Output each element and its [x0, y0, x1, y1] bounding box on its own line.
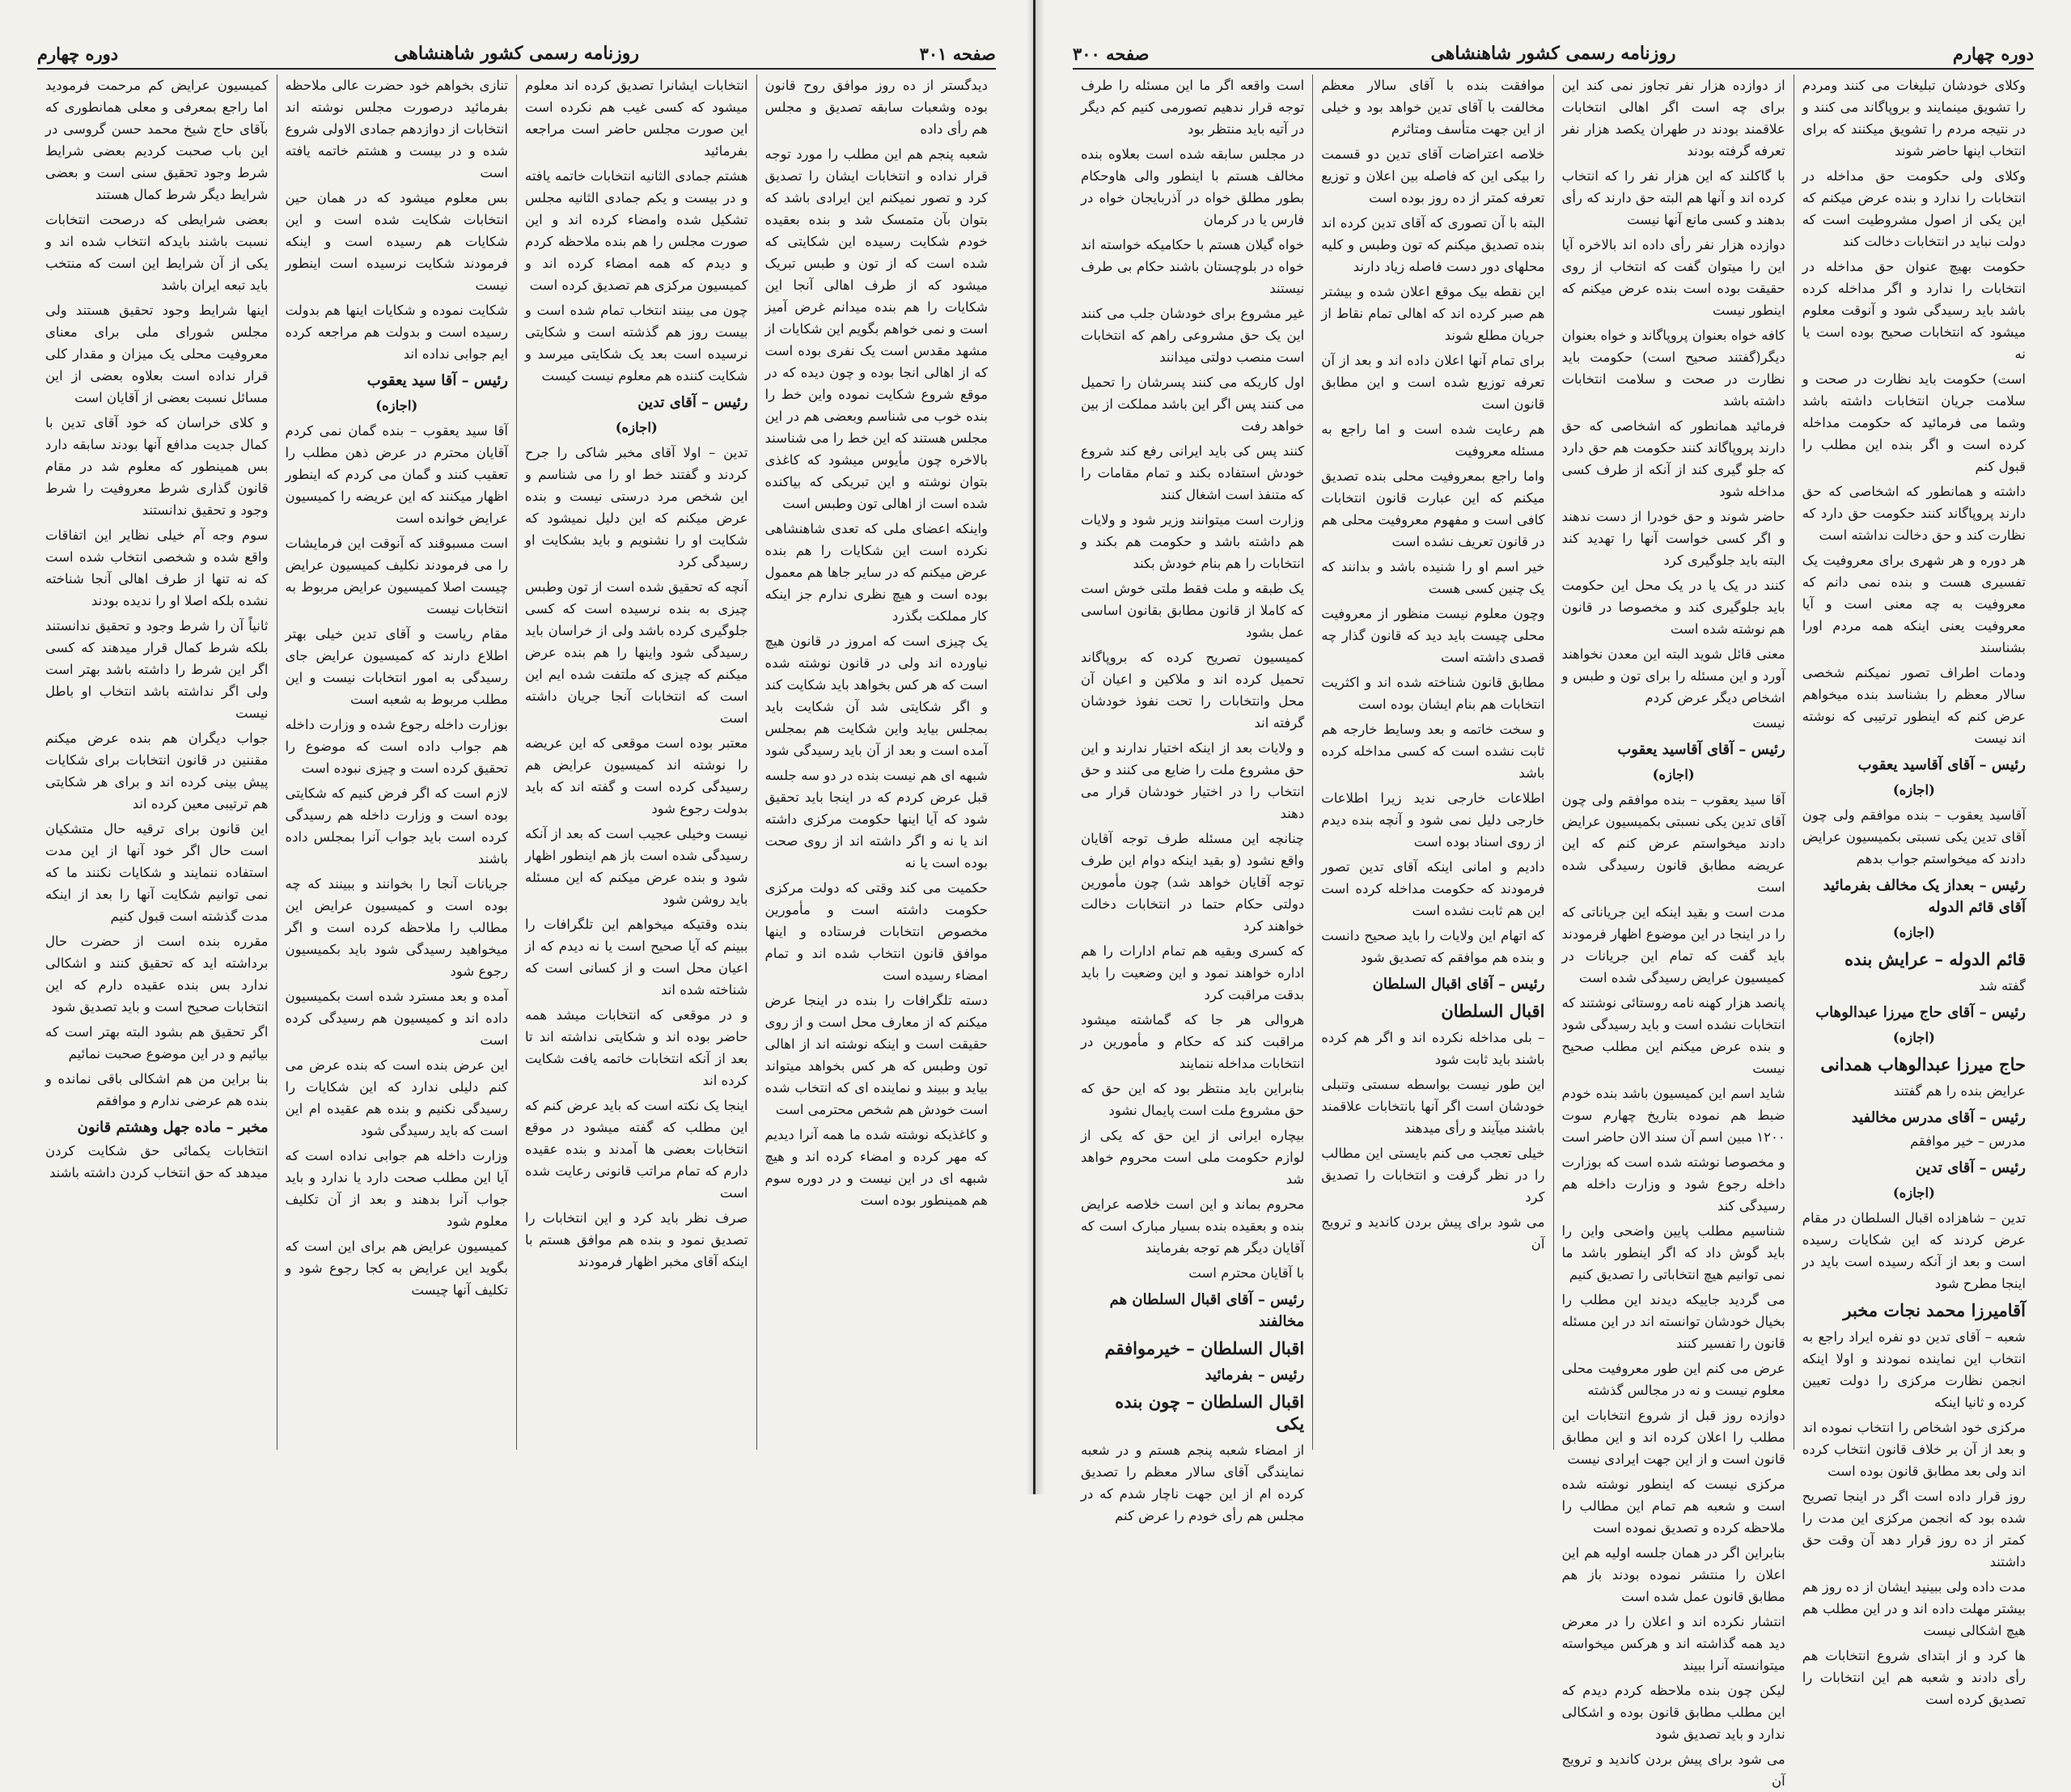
paragraph: هروالی هر جا که گماشته میشود مراقبت کند که حکام و مأمورین در انتخابات مداخله ننمایند — [1081, 1012, 1305, 1071]
text-column — [756, 74, 997, 1450]
paragraph: فرمائید همانطور که اشخاصی که حق دارند پروپاگاند کنند حکومت هم حق دارد که جلو گیری کند از آنکه از طرف کسی مداخله شود — [1561, 418, 1785, 499]
permission-note: (اجازه) — [1652, 767, 1695, 782]
paragraph: چنانچه این مسئله طرف توجه آقایان واقع نشود (و بقید اینکه دوام این طرف توجه آقایان خواهد شد) چون مأمورین دولتی حکام حتما در انتخابات دخالت خواهند کرد — [1081, 831, 1305, 934]
text-column — [516, 74, 756, 1450]
text-column — [1312, 74, 1552, 1450]
paragraph: حاضر شوند و حق خودرا از دست ندهند و اگر کسی خواست آنها را تهدید کند البته باید جلوگیری کرد — [1561, 509, 1785, 568]
paragraph: آقا سید یعقوب – بنده موافقم ولی چون آقای تدین یکی نسبتی بکمیسیون عرایض دادند میخواستم عرض کنم که این عریضه مطابق قانون رسیدگی شده است — [1561, 792, 1785, 895]
paragraph: سوم وجه آم خیلی نظایر این اتفاقات واقع شده و شخصی انتخاب شده است که نه تنها از طرف اهالی آنجا شناخته نشده بلکه اصلا او را ندیده بودند — [45, 527, 269, 608]
paragraph: بس معلوم میشود که در همان حین انتخابات شکایت شده است و این شکایات هم رسیده است و اینکه فرمودند شکایت نرسیده است اینطور نیست — [285, 190, 508, 293]
paragraph: تدین – شاهزاده اقبال السلطان در مقام عرض کردند که این شکایات رسیده است و بعد از آنکه رسیده است باید در اینجا مطرح شود — [1802, 1210, 2026, 1291]
paragraph: و مخصوصا نوشته شده است که بوزارت داخله رجوع شود و وزارت داخله هم رسیدگی کند — [1561, 1154, 1785, 1214]
permission-note: (اجازه) — [615, 420, 658, 435]
paragraph: در مجلس سابقه شده است بعلاوه بنده مخالف هستم با اینطور والی هاوحکام بطور مطلق خواه در آذربایجان خواه در فارس یا در کرمان — [1081, 146, 1305, 227]
paragraph: روز قرار داده است اگر در اینجا تصریح شده بود که انجمن مرکزی این مدت را کمتر از ده روز قرار دهد آن وقت حق داشتند — [1802, 1489, 2026, 1570]
paragraph: لازم است که اگر فرض کنیم که شکایتی بوده است و وزارت داخله هم رسیدگی کرده است باید جواب آنرا بمجلس داده باشند — [285, 786, 508, 866]
paragraph: خیر اسم او را شنیده باشد و بدانند که یک چنین کسی هست — [1321, 559, 1545, 596]
paragraph: اطلاعات خارجی ندید زیرا اطلاعات خارجی دلیل نمی شود و آنچه بنده دیدم از روی اسناد بوده است — [1321, 790, 1545, 849]
paragraph: بنا براین من هم اشکالی باقی نمانده و بنده هم عرضی ندارم و موافقم — [45, 1071, 269, 1108]
paragraph: مدت داده ولی ببینید ایشان از ده روز هم بیشتر مهلت داده اند و در این مطلب هم هیچ اشکالی نیست — [1802, 1579, 2026, 1638]
page-301 — [0, 0, 1036, 1494]
paragraph: نیست — [1752, 715, 1785, 731]
page-number: صفحه ۳۰۰ — [1073, 43, 1150, 64]
paragraph: انتخابات یکمائی حق شکایت کردن میدهد که حق انتخاب کردن داشته باشند — [45, 1143, 269, 1180]
paragraph: یک طبقه و ملت فقط ملتی خوش است که کاملا از قانون مطابق بقانون اساسی عمل بشود — [1081, 581, 1305, 640]
speaker-line: رئیس – بفرمائید — [1205, 1366, 1305, 1383]
paragraph: بنده وقتیکه میخواهم این تلگرافات را ببینم که آیا صحیح است یا نه دیدم که از اعیان محل است و از کسانی است که شناخته شده اند — [525, 917, 748, 998]
paragraph: و سخت خاتمه و بعد وسایط خارجه هم ثابت نشده است که کسی مداخله کرده باشد — [1321, 722, 1545, 781]
paragraph: با گاکلند که این هزار نفر را که انتخاب کرده اند و آنها هم البته حق دارند که رأی بدهند و کسی مانع آنها نیست — [1561, 168, 1785, 227]
paragraph: مرکزی خود اشخاص را انتخاب نموده اند و بعد از آن بر خلاف قانون انتخاب کرده اند ولی بعد مطابق قانون بوده است — [1802, 1420, 2026, 1479]
paragraph: مقرره بنده است از حضرت حال برداشته اید که تحقیق کنند و اشکالی ندارد بس بنده عقیده دارم که این انتخابات صحیح است و باید تصدیق شود — [45, 934, 269, 1015]
text-column — [1073, 74, 1312, 1523]
paragraph: است واقعه اگر ما این مسئله را طرف توجه قرار ندهیم تصورمی کنیم کم دیگر در آتیه باید منتظر بود — [1081, 78, 1305, 137]
paragraph: از دوازده هزار نفر تجاوز نمی کند این برای چه است اگر اهالی انتخابات علاقمند بودند در طهران یکصد هزار نفر تعرفه گرفته بودند — [1561, 78, 1785, 159]
speaker-line: رئیس – آقای آقاسید یعقوب — [1617, 741, 1785, 758]
speaker-heading: آقامیرزا محمد نجات مخبر — [1843, 1300, 2026, 1320]
paragraph: عرایض بنده را هم گفتند — [1893, 1083, 2026, 1099]
paragraph: لیکن چون بنده ملاحظه کردم دیدم که این مطلب مطابق قانون بوده و اشکالی ندارد و باید تصدیق شود — [1561, 1683, 1785, 1742]
paragraph: وزارت است میتوانند وزیر شود و ولایات هم داشته باشد و حکومت هم بکند و انتخابات را هم بنام خودش بکند — [1081, 512, 1305, 571]
speaker-line: مخبر – ماده جهل وهشتم قانون — [77, 1119, 269, 1136]
paragraph: چون می بینند انتخاب تمام شده است و بیست روز هم گذشته است و شکایتی نرسیده است بعد یک شکایتی میرسد و شکایت کننده هم معلوم نیست کیست — [525, 303, 748, 383]
paragraph: دسته تلگرافات را بنده در اینجا عرض میکنم که از معارف محل است و از روی حقیقت است و اینکه نوشته اند از اهالی تون وطبس که هر کس بخواهد میتواند بیاید و ببیند و نماینده ای که انتخاب شده است خودش هم شخص محترمی است — [764, 993, 988, 1117]
paragraph: صرف نظر باید کرد و این انتخابات را تصدیق نمود و بنده هم موافق هستم با اینکه آقای مخبر اظهار فرمودند — [525, 1210, 748, 1269]
paragraph: شناسیم مطلب پایین واضحی واین را باید گوش داد که اگر اینطور باشد ما نمی توانیم هیچ انتخاباتی را تصدیق کنیم — [1561, 1223, 1785, 1282]
speaker-line: رئیس – آقای تدین — [1915, 1159, 2026, 1176]
paragraph: دادیم و امانی اینکه آقای تدین تصور فرمودند که حکومت مداخله کرده است این هم ثابت نشده است — [1321, 859, 1545, 918]
paragraph: اینجا یک نکته است که باید عرض کنم که این مطلب که گفته میشود در موقع انتخابات بعضی ها آمدند و بنده عقیده دارم که تمام مراتب قانونی رعایت شده است — [525, 1098, 748, 1201]
newspaper-title: روزنامه رسمی کشور شاهنشاهی — [393, 43, 640, 64]
speaker-line: رئیس – آقای حاج میرزا عبدالوهاب — [1815, 1004, 2026, 1021]
paragraph: آنچه که تحقیق شده است از تون وطبس چیزی به بنده نرسیده است که کسی جلوگیری کرده باشد ولی از خراسان باید رسیدگی شود واینها را هم بنده عرض میکنم که چیزی که ملتفت شده ایم این است که انتخابات آنجا جریان داشته است — [525, 579, 748, 726]
paragraph: کمیسیون تصریح کرده که بروپاگاند تحمیل کرده اند و ملاکین و اعیان آن محل وانتخابات را تحت نفوذ خودشان گرفته اند — [1081, 650, 1305, 731]
page-number: صفحه ۳۰۱ — [919, 43, 996, 64]
paragraph: حکمیت می کند وقتی که دولت مرکزی حکومت داشته است و مأمورین مخصوص انتخابات فرستاده و اینها موافق قانون انتخاب شده اند و تمام امضاء رسیده است — [764, 880, 988, 983]
columns — [37, 74, 996, 1450]
paragraph: موافقت بنده با آقای سالار معظم مخالفت با آقای تدین خواهد بود و خیلی از این جهت متأسف ومتاثرم — [1321, 78, 1545, 137]
speaker-line: رئیس – آقای اقبال السلطان — [1372, 976, 1545, 993]
paragraph: با آقایان محترم است — [1188, 1265, 1305, 1281]
paragraph: واینکه اعضای ملی که تعدی شاهنشاهی نکرده است این شکایات را هم بنده عرض میکنم که در سایر جاها هم معمول بوده است و هیچ نظری ندارم جز اینکه کار مملکت بگذرد — [764, 521, 988, 624]
paragraph: جواب دیگران هم بنده عرض میکنم مقننین در قانون انتخابات برای شکایات پیش بینی کرده اند و برای هر شکایتی هم ترتیبی معین کرده اند — [45, 731, 269, 811]
paragraph: وزارت داخله هم جوابی نداده است که آیا این مطلب صحت دارد یا ندارد و باید جواب آنرا بدهند و بعد از آن تکلیف معلوم شود — [285, 1148, 508, 1229]
paragraph: مدت است و بقید اینکه این جریاناتی که را در اینجا در این موضوع اظهار فرمودند باید گفت که تمام این جریانات در کمیسیون عرایض رسیدگی شده است — [1561, 904, 1785, 985]
paragraph: دوازده روز قبل از شروع انتخابات این مطلب را اعلان کرده اند و این مطابق قانون است و از این جهت ایرادی نیست — [1561, 1408, 1785, 1467]
paragraph: شاید اسم این کمیسیون باشد بنده خودم ضبط هم نموده بتاریخ چهارم سوت ۱۲۰۰ مبین اسم آن سند الان حاضر است — [1561, 1086, 1785, 1145]
paragraph: مرکزی نیست که اینطور نوشته شده است و شعبه هم تمام این مطالب را ملاحظه کرده و تصدیق نموده است — [1561, 1476, 1785, 1536]
paragraph: بیچاره ایرانی از این حق که یکی از لوازم حکومت ملی است محروم خواهد شد — [1081, 1128, 1305, 1187]
paragraph: شکایت نموده و شکایات اینها هم بدولت رسیده است و بدولت هم مراجعه کرده ایم جوابی نداده اند — [285, 303, 508, 362]
speaker-heading: اقبال السلطان – چون بنده یکی — [1115, 1392, 1305, 1434]
paragraph: واما راجع بمعروفیت محلی بنده تصدیق میکنم که این عبارت قانون انتخابات کافی است و مفهوم معروفیت محلی هم در قانون تعریف نشده است — [1321, 468, 1545, 549]
paragraph: گفته شد — [1979, 978, 2026, 993]
paragraph: هشتم جمادی الثانیه انتخابات خاتمه یافته و در بیست و یکم جمادی الثانیه مجلس تشکیل شده وامضاء کرده اند و این صورت مجلس را هم بنده ملاحظه کردم و دیدم که همه امضاء کرده اند و کمیسیون مرکزی هم تصدیق کرده است — [525, 168, 748, 293]
paragraph: شعبه پنجم هم این مطلب را مورد توجه قرار نداده و انتخابات ایشان را تصدیق کرد و تصور نمیکنم این ایرادی باشد که بتوان بآن متمسک شد و بنده بعقیده خودم شکایت رسیده این شکایتی که شده است که از تون و طبس تبریک میشود که از طرف اهالی آنجا این شکایات را هم بنده میدانم غرض آمیز است و نمی خواهم بگویم این شکایات از مشهد مقدس است یک نفری بوده است که از اهالی انجا بوده و چون دیده که در موقع شروع شکایت نموده واین خط را بنده خوب می شناسم وبعضی هم در این مجلس هستند که این خط را می شناسند بالاخره چون مأیوس میشود که کاغذی بتوان نوشته و این تبریکی که بیاکنده شده است از اهالی تون وطبس است — [764, 146, 988, 511]
paragraph: است مسبوقند که آنوقت این فرمایشات را می فرمودند نکلیف کمیسیون عرایض چیست اصلا کمیسیون عرایض مربوط به انتخابات نیست — [285, 536, 508, 616]
paragraph: است) حکومت باید نظارت در صحت و سلامت جریان انتخابات داشته باشد وشما می فرمائید که حکومت مداخله کرده است و اگر بنده این مطلب را قبول کنم — [1802, 371, 2026, 474]
paragraph: آمده و بعد مسترد شده است بکمیسیون داده اند و کمیسیون هم رسیدگی کرده است — [285, 989, 508, 1048]
paragraph: بنابراین اگر در همان جلسه اولیه هم این اعلان را منتشر نموده بودند باز هم مطابق قانون عمل شده است — [1561, 1545, 1785, 1604]
paragraph: کمیسیون عرایض هم برای این است که بگوید این عرایض به کجا رجوع شود و تکلیف آنها چیست — [285, 1239, 508, 1298]
paragraph: وکلای خودشان تبلیغات می کنند ومردم را تشویق مینمایند و بروپاگاند می کنند و در نتیجه مردم را تشویق میکنند که برای انتخاب اینها حاضر شوند — [1802, 78, 2026, 159]
speaker-line: رئیس – آقای تدین — [637, 394, 748, 411]
paragraph: و کاغذیکه نوشته شده ما همه آنرا دیدیم که مهر کرده و امضاء کرده اند و هیچ شبهه ای در این نیست و در دوره سوم هم همینطور بوده است — [764, 1127, 988, 1208]
paragraph: بنابراین باید منتظر بود که این حق که حق مشروع ملت است پایمال نشود — [1081, 1081, 1305, 1118]
paragraph: البته با آن تصوری که آقای تدین کرده اند بنده تصدیق میکنم که تون وطبس و کلیه محلهای دور دست فاصله زیاد دارند — [1321, 215, 1545, 274]
paragraph: خواه گیلان هستم با حکامیکه خواسته اند خواه در بلوچستان باشند حکام بی طرف نیستند — [1081, 237, 1305, 296]
paragraph: شبهه ای هم نیست بنده در دو سه جلسه قبل عرض کردم که در اینجا باید تحقیق شود که آیا اینها حکومت مرکزی داشته اند یا نه و اگر داشته اند از روی صحت بوده است یا نه — [764, 768, 988, 871]
speaker-heading: اقبال السلطان – خیرموافقم — [1104, 1338, 1305, 1358]
paragraph: که اتهام این ولایات را باید صحیح دانست و بنده هم موافقم که تصدیق شود — [1321, 928, 1545, 965]
paragraph: و ولایات بعد از اینکه اختیار ندارند و این حق مشروع ملت را ضایع می کنند و حق انتخاب را در اختیار خودشان قرار می دهند — [1081, 740, 1305, 821]
paragraph: انتشار نکرده اند و اعلان را در معرض دید همه گذاشته اند و هرکس میخواسته میتوانسته آنرا ببیند — [1561, 1614, 1785, 1673]
paragraph: این طور نیست بواسطه سستی وتنبلی خودشان است اگر آنها بانتخابات علاقمند باشند میآیند و رأی میدهند — [1321, 1077, 1545, 1136]
paragraph: برای تمام آنها اعلان داده اند و بعد از آن تعرفه توزیع شده است و این مطابق قانون است — [1321, 353, 1545, 412]
paragraph: معتبر بوده است موقعی که این عریضه را نوشته اند کمیسیون عرایض هم رسیدگی کرده است و گفته اند که باید بدولت رجوع شود — [525, 735, 748, 816]
paragraph: بعضی شرایطی که درصحت انتخابات نسبت باشند بایدکه انتخاب شده اند و یکی از آن شرایط این است که منتخب باید تبعه ایران باشد — [45, 212, 269, 293]
paragraph: خلاصه اعتراضات آقای تدین دو قسمت را بیکی این که فاصله بین اعلان و توزیع تعرفه کمتر از ده روز بوده است — [1321, 146, 1545, 205]
speaker-heading: حاج میرزا عبدالوهاب همدانی — [1820, 1054, 2026, 1074]
paragraph: وکلای ولی حکومت حق مداخله در انتخابات را ندارد و بنده عرض میکنم که این یکی از اصول مشروطیت است که دولت نباید در انتخابات دخالت کند — [1802, 168, 2026, 249]
paragraph: شعبه – آقای تدین دو نفره ایراد راجع به انتخاب این نماینده نمودند و اولا اینکه انجمن نظارت مرکزی را دولت تعیین کرده و ثانیا اینکه — [1802, 1329, 2026, 1410]
newspaper-title: روزنامه رسمی کشور شاهنشاهی — [1430, 43, 1676, 64]
paragraph: ها کرد و از ابتدای شروع انتخابات هم رأی دادند و شعبه هم این انتخابات را تصدیق کرده است — [1802, 1648, 2026, 1707]
paragraph: یک چیزی است که امروز در قانون هیچ نیاورده اند ولی در قانون نوشته شده است که هر کس بخواهد باید شکایت کند و اگر شکایتی شد آن شکایت باید بمجلس بیاید واین شکایت هم بمجلس آمده است و بعد از آن باید رسیدگی شود — [764, 633, 988, 758]
paragraph: دوازده هزار نفر رأی داده اند بالاخره آیا این را میتوان گفت که انتخاب از روی حقیقت بوده است بنده عرض میکنم که اینطور نیست — [1561, 237, 1785, 318]
speaker-line: رئیس – بعداز یک مخالف بفرمائید آقای قائم الدوله — [1823, 877, 2026, 916]
paragraph: و کلای خراسان که خود آقای تدین با کمال جدیت مدافع آنها بودند سابقه دارد بس همینطور که معلوم شد در مقام قانون گذاری شرط معروفیت را شرط وجود و تحقیق ندانستند — [45, 415, 269, 518]
paragraph: اگر تحقیق هم بشود البته بهتر است که بیائیم و در این موضوع صحبت نمائیم — [45, 1024, 269, 1061]
paragraph: هم رعایت شده است و اما راجع به مسئله معروفیت — [1321, 422, 1545, 459]
paragraph: داشته و همانطور که اشخاصی که حق دارند پروپاگاند کنند حکومت حق دارد که نظارت کند و حق دخالت نداشته است — [1802, 484, 2026, 543]
page-header — [37, 39, 996, 70]
paragraph: کنند در یک یا در یک محل این حکومت باید جلوگیری کند و مخصوصا در قانون هم نوشته شده است — [1561, 578, 1785, 637]
speaker-line: رئیس – آقای اقبال السلطان هم مخالفند — [1109, 1291, 1305, 1330]
paragraph: کنند پس کی باید ایرانی رفع کند شروع خودش استفاده بکند و تمام مقامات را که متنفذ است اشغال کنند — [1081, 443, 1305, 502]
paragraph: مدرس – خیر موافقم — [1909, 1133, 2026, 1149]
paragraph: این نقطه بیک موقع اعلان شده و بیشتر هم صبر کرده اند که اهالی تمام نقاط از جریان مطلع شوند — [1321, 284, 1545, 343]
paragraph: هر دوره و هر شهری برای معروفیت یک تفسیری هست و بنده نمی دانم که معروفیت به چه معنی است و آیا معروفیت یعنی اینکه همه مردم اورا بشناسند — [1802, 553, 2026, 655]
page-300 — [1036, 0, 2071, 1789]
text-column — [37, 74, 277, 1450]
paragraph: وچون معلوم نیست منظور از معروفیت محلی چیست باید دید که قانون گذار چه قصدی داشته است — [1321, 606, 1545, 665]
paragraph: کافه خواه بعنوان پروپاگاند و خواه بعنوان دیگر(گفتند صحیح است) حکومت باید نظارت در صحت و سلامت انتخابات داشته باشد — [1561, 328, 1785, 409]
permission-note: (اجازه) — [1892, 782, 1935, 798]
paragraph: پانصد هزار کهنه نامه روستائی نوشتند که انتخابات نشده است و باید رسیدگی شود و بنده عرض میکنم این مطلب صحیح نیست — [1561, 995, 1785, 1076]
paragraph: عرض می کنم این طور معروفیت محلی معلوم نیست و نه در مجالس گذشته — [1561, 1361, 1785, 1398]
paragraph: معنی قائل شوید البته این معدن نخواهند آورد و این مسئله را برای تون و طبس و اشخاص دیگر عرض کردم — [1561, 646, 1785, 705]
paragraph: انتخابات ایشانرا تصدیق کرده اند معلوم میشود که کسی غیب هم نکرده است این صورت مجلس حاضر است مراجعه بفرمائید — [525, 78, 748, 159]
columns — [1073, 74, 2034, 1789]
paragraph: می شود برای پیش بردن کاندید و ترویج آن — [1561, 1752, 1785, 1789]
paragraph: ثانیاً آن را شرط وجود و تحقیق ندانستند بلکه شرط کمال قرار میدهند که کسی اگر این شرط را داشته باشد بهتر است ولی اگر نداشته باشد انتخاب او باطل نیست — [45, 618, 269, 721]
speaker-heading: اقبال السلطان — [1441, 1001, 1545, 1021]
paragraph: بوزارت داخله رجوع شده و وزارت داخله هم جواب داده است که موضوع را تحقیق کرده است و چیزی نبوده است — [285, 717, 508, 776]
paragraph: اول کاریکه می کنند پسرشان را تحمیل می کنند پس اگر این باشد مملکت از بین خواهد رفت — [1081, 375, 1305, 434]
paragraph: تدین – اولا آقای مخبر شاکی را جرح کردند و گفتند خط او را می شناسم و این شخص مرد درستی نیست و بنده عرض میکنم که این دلیل نمیشود که شکایت او را نشنویم و باید بشکایت او رسیدگی کرد — [525, 445, 748, 570]
paragraph: اینها شرایط وجود تحقیق هستند ولی مجلس شورای ملی برای معنای معروفیت محلی یک میزان و مقدار کلی قرار نداده است بعلاوه بعضی از این مسائل نسبت بعضی از آقایان است — [45, 303, 269, 405]
speaker-heading: قائم الدوله – عرایش بنده — [1844, 949, 2026, 969]
paragraph: حکومت بهیچ عنوان حق مداخله در انتخابات را ندارد و اگر مداخله کرده باشد باید رسیدگی شود و آنوقت معلوم میشود که انتخابات صحیح بوده است یا نه — [1802, 259, 2026, 362]
paragraph: غیر مشروع برای خودشان جلب می کنند این یک حق مشروعی راهم که انتخابات است منصب دولتی میدانند — [1081, 306, 1305, 365]
permission-note: (اجازه) — [375, 398, 418, 413]
paragraph: آقاسید یعقوب – بنده موافقم ولی چون آقای تدین یکی نسبتی بکمیسیون عرایض دادند که میخواستم جواب بدهم — [1802, 807, 2026, 866]
paragraph: دیدگستر از ده روز موافق روح قانون بوده وشعبات سابقه تصدیق و مجلس هم رأی داده — [764, 78, 988, 137]
paragraph: نیست وخیلی عجیب است که بعد از آنکه رسیدگی شده است باز هم اینطور اظهار شود و بنده عرض میکنم که این مسئله باید روشن شود — [525, 826, 748, 907]
paragraph: محروم بماند و این است خلاصه عرایض بنده و بعقیده بنده بسیار مبارک است که آقایان دیگر هم توجه بفرمایند — [1081, 1197, 1305, 1256]
page-header — [1073, 39, 2034, 70]
paragraph: می گردید جاییکه دیدند این مطلب را بخیال خودشان توانسته اند در این مسئله قانون را تفسیر کنند — [1561, 1292, 1785, 1351]
paragraph: که کسری وبقیه هم تمام ادارات را هم اداره خواهند نمود و این وضعیت را باید بدقت مراقبت کرد — [1081, 943, 1305, 1002]
permission-note: (اجازه) — [1892, 925, 1935, 940]
speaker-line: رئیس – آقای آقاسید یعقوب — [1857, 756, 2026, 773]
paragraph: مقام ریاست و آقای تدین خیلی بهتر اطلاع دارند که کمیسیون عرایض جای رسیدگی به امور انتخابات نیست و این مطلب مربوط به شعبه است — [285, 626, 508, 707]
paragraph: تنازی بخواهم خود حضرت عالی ملاحظه بفرمائید درصورت مجلس نوشته اند انتخابات از دوازدهم جمادی الاولی شروع شده و در بیست و هشتم خاتمه یافته است — [285, 78, 508, 180]
paragraph: کمیسیون عرایض کم مرحمت فرمودید اما راجع بمعرفی و معلی همانطوری که بآقای حاج شیخ محمد حسن گروسی در این باب صحبت کردیم بعضی شرایط شرط وجود تحقیق سنی است و بعضی شرایط دیگر شرط کمال هستند — [45, 78, 269, 202]
text-column — [277, 74, 517, 1450]
paragraph: این عرض بنده است که بنده عرض می کنم دلیلی ندارد که این شکایات را رسیدگی نکنیم و بنده هم عقیده ام این است که باید رسیدگی شود — [285, 1057, 508, 1138]
speaker-line: رئیس – آقا سید یعقوب — [366, 372, 508, 389]
text-column — [1794, 74, 2034, 1707]
paragraph: – بلی مداخله نکرده اند و اگر هم کرده باشند باید ثابت شود — [1321, 1030, 1545, 1067]
permission-note: (اجازه) — [1892, 1185, 1935, 1201]
paragraph: می شود برای پیش بردن کاندید و ترویج آن — [1321, 1214, 1545, 1252]
paragraph: از امضاء شعبه پنجم هستم و در شعبه نمایندگی آقای سالار معظم را تصدیق کرده ام از این جهت ناچار شدم که در مجلس هم رأی خودم را عرض کنم — [1081, 1442, 1305, 1523]
paragraph: خیلی تعجب می کنم بایستی این مطالب را در نظر گرفت و انتخابات را تصدیق کرد — [1321, 1146, 1545, 1205]
permission-note: (اجازه) — [1892, 1030, 1935, 1045]
period-label: دوره چهارم — [37, 43, 119, 64]
paragraph: آقا سید یعقوب – بنده گمان نمی کردم آقایان محترم در عرض ذهن مطلب را تعقیب کنند و گمان می کردم که اینطور اظهار میکنند که این عریضه را کمیسیون عرایض خوانده است — [285, 423, 508, 526]
period-label: دوره چهارم — [1952, 43, 2034, 64]
text-column — [1553, 74, 1794, 1789]
paragraph: و در موقعی که انتخابات میشد همه حاضر بوده اند و شکایتی نداشته اند تا بعد از آنکه انتخابات خاتمه یافت شکایت کرده اند — [525, 1007, 748, 1088]
paragraph: ودمات اطراف تصور نمیکنم شخصی سالار معظم را بشناسد بنده میخواهم عرض کنم که اینطور ترتیبی که نوشته اند نیست — [1802, 665, 2026, 746]
paragraph: جریانات آنجا را بخوانند و ببینند که چه بوده است و کمیسیون عرایض این مطالب را ملاحظه کرده است و اگر میخواهید رسیدگی شود باید بکمیسیون رجوع شود — [285, 876, 508, 979]
paragraph: مطابق قانون شناخته شده اند و اکثریت انتخابات هم بنام ایشان بوده است — [1321, 675, 1545, 712]
speaker-line: رئیس – آقای مدرس مخالفید — [1851, 1109, 2026, 1126]
paragraph: این قانون برای ترقیه حال متشکیان است حال اگر خود آنها از این مدت استفاده ننمایند و شکایات نکنند ما که نمی توانیم شکایت آنها را بعد از اینکه مدت گذشته است قبول کنیم — [45, 821, 269, 924]
